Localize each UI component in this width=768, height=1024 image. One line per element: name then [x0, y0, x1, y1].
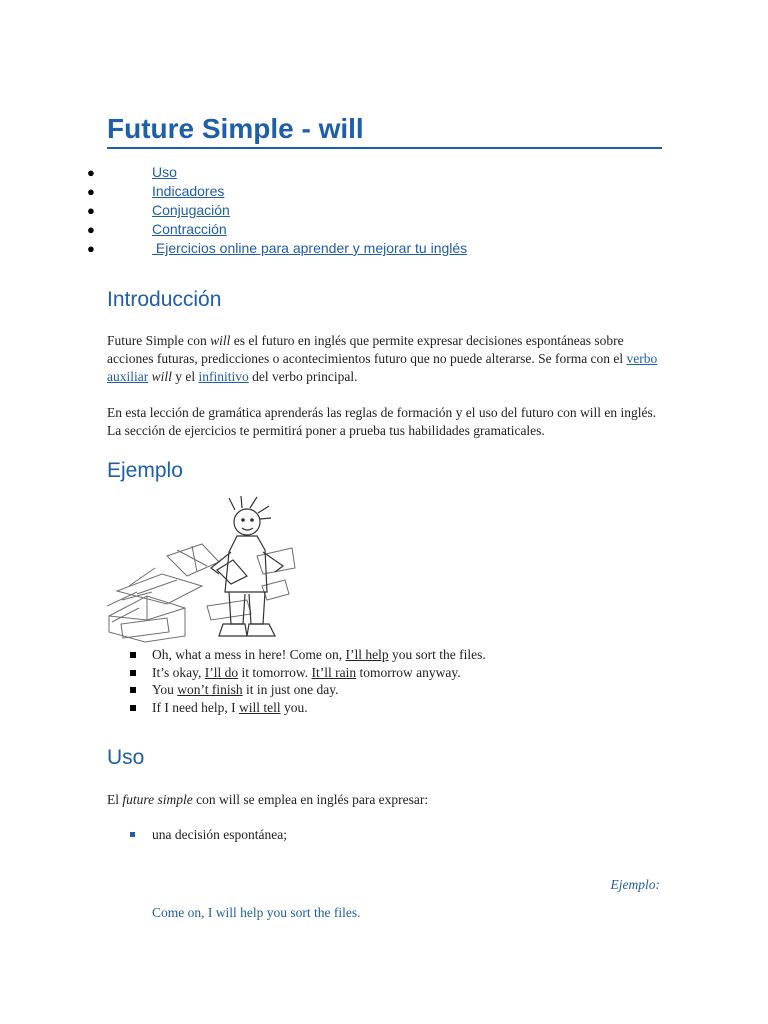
underlined-phrase: I’ll do [204, 664, 239, 680]
link-verbo-auxiliar[interactable]: verbo auxiliar [107, 351, 658, 384]
text-span: del verbo principal. [248, 369, 358, 384]
toc-link-uso[interactable]: Uso [152, 164, 177, 180]
page-title: Future Simple - will [107, 113, 364, 144]
text-span: y el [171, 369, 199, 384]
square-bullet-icon [130, 652, 136, 658]
list-item-text: una decisión espontánea; [152, 827, 287, 842]
toc-link-ejercicios[interactable]: Ejercicios online para aprender y mejorar tu inglés [152, 240, 468, 256]
underlined-phrase: won’t finish [177, 682, 243, 697]
bullet-icon: ● [87, 165, 95, 180]
emphasis-future-simple: future simple [122, 792, 193, 807]
text-span: it in just one day. [242, 682, 339, 697]
list-item [130, 826, 287, 844]
emphasis-will: will [210, 333, 231, 348]
list-item [130, 646, 486, 664]
square-bullet-icon [130, 670, 136, 676]
title-underline-rule [107, 147, 662, 149]
square-bullet-icon [130, 687, 136, 693]
cartoon-illustration [107, 496, 299, 644]
text-span: es el futuro en inglés que permite expresar decisiones espontáneas sobre acciones futuras, predicciones o acontecimientos futuro que no puede alterarse. Se forma con el [107, 333, 627, 366]
bullet-icon: ● [87, 203, 95, 218]
square-bullet-icon [130, 832, 135, 837]
uses-list [130, 826, 287, 844]
example-sentences-list [130, 646, 486, 716]
heading-ejemplo: Ejemplo [107, 459, 183, 482]
text-span: If I need help, I [152, 699, 239, 715]
square-bullet-icon [130, 705, 136, 711]
text-span: It’s okay, [152, 664, 205, 680]
bullet-icon: ● [87, 241, 95, 256]
heading-introduccion: Introducción [107, 288, 222, 311]
text-span: you. [280, 699, 308, 715]
underlined-phrase: will tell [238, 699, 281, 715]
ejemplo-label: Ejemplo: [610, 877, 660, 892]
text-span: Oh, what a mess in here! Come on, [152, 647, 346, 662]
link-infinitivo[interactable]: infinitivo [198, 369, 249, 384]
intro-paragraph-1 [107, 332, 667, 386]
toc-link-indicadores[interactable]: Indicadores [152, 183, 225, 199]
list-item [130, 681, 486, 699]
underlined-phrase: I’ll help [345, 647, 389, 662]
list-item [130, 664, 486, 682]
text-span: con will se emplea en inglés para expresar: [192, 792, 429, 807]
text-span: you sort the files. [388, 647, 486, 662]
ejemplo-sentence: Come on, I will help you sort the files. [152, 905, 361, 920]
intro-paragraph-2: En esta lección de gramática aprenderás las reglas de formación y el uso del futuro con will en inglés. La sección de ejercicios te permitirá poner a prueba tus habilidades gramaticales. [107, 405, 657, 438]
uso-intro-paragraph [107, 791, 667, 809]
emphasis-will: will [151, 369, 172, 384]
text-span: El [107, 792, 123, 807]
text-span: You [152, 682, 178, 697]
toc-link-conjugacion[interactable]: Conjugación [152, 202, 230, 218]
list-item [130, 699, 486, 717]
bullet-icon: ● [87, 184, 95, 199]
bullet-icon: ● [87, 222, 95, 237]
underlined-phrase: It’ll rain [311, 664, 357, 680]
text-span: Future Simple con [107, 333, 211, 348]
toc-link-contraccion[interactable]: Contracción [152, 221, 227, 237]
text-span: it tomorrow. [238, 664, 312, 680]
text-span: tomorrow anyway. [356, 664, 461, 680]
heading-uso: Uso [107, 746, 145, 769]
